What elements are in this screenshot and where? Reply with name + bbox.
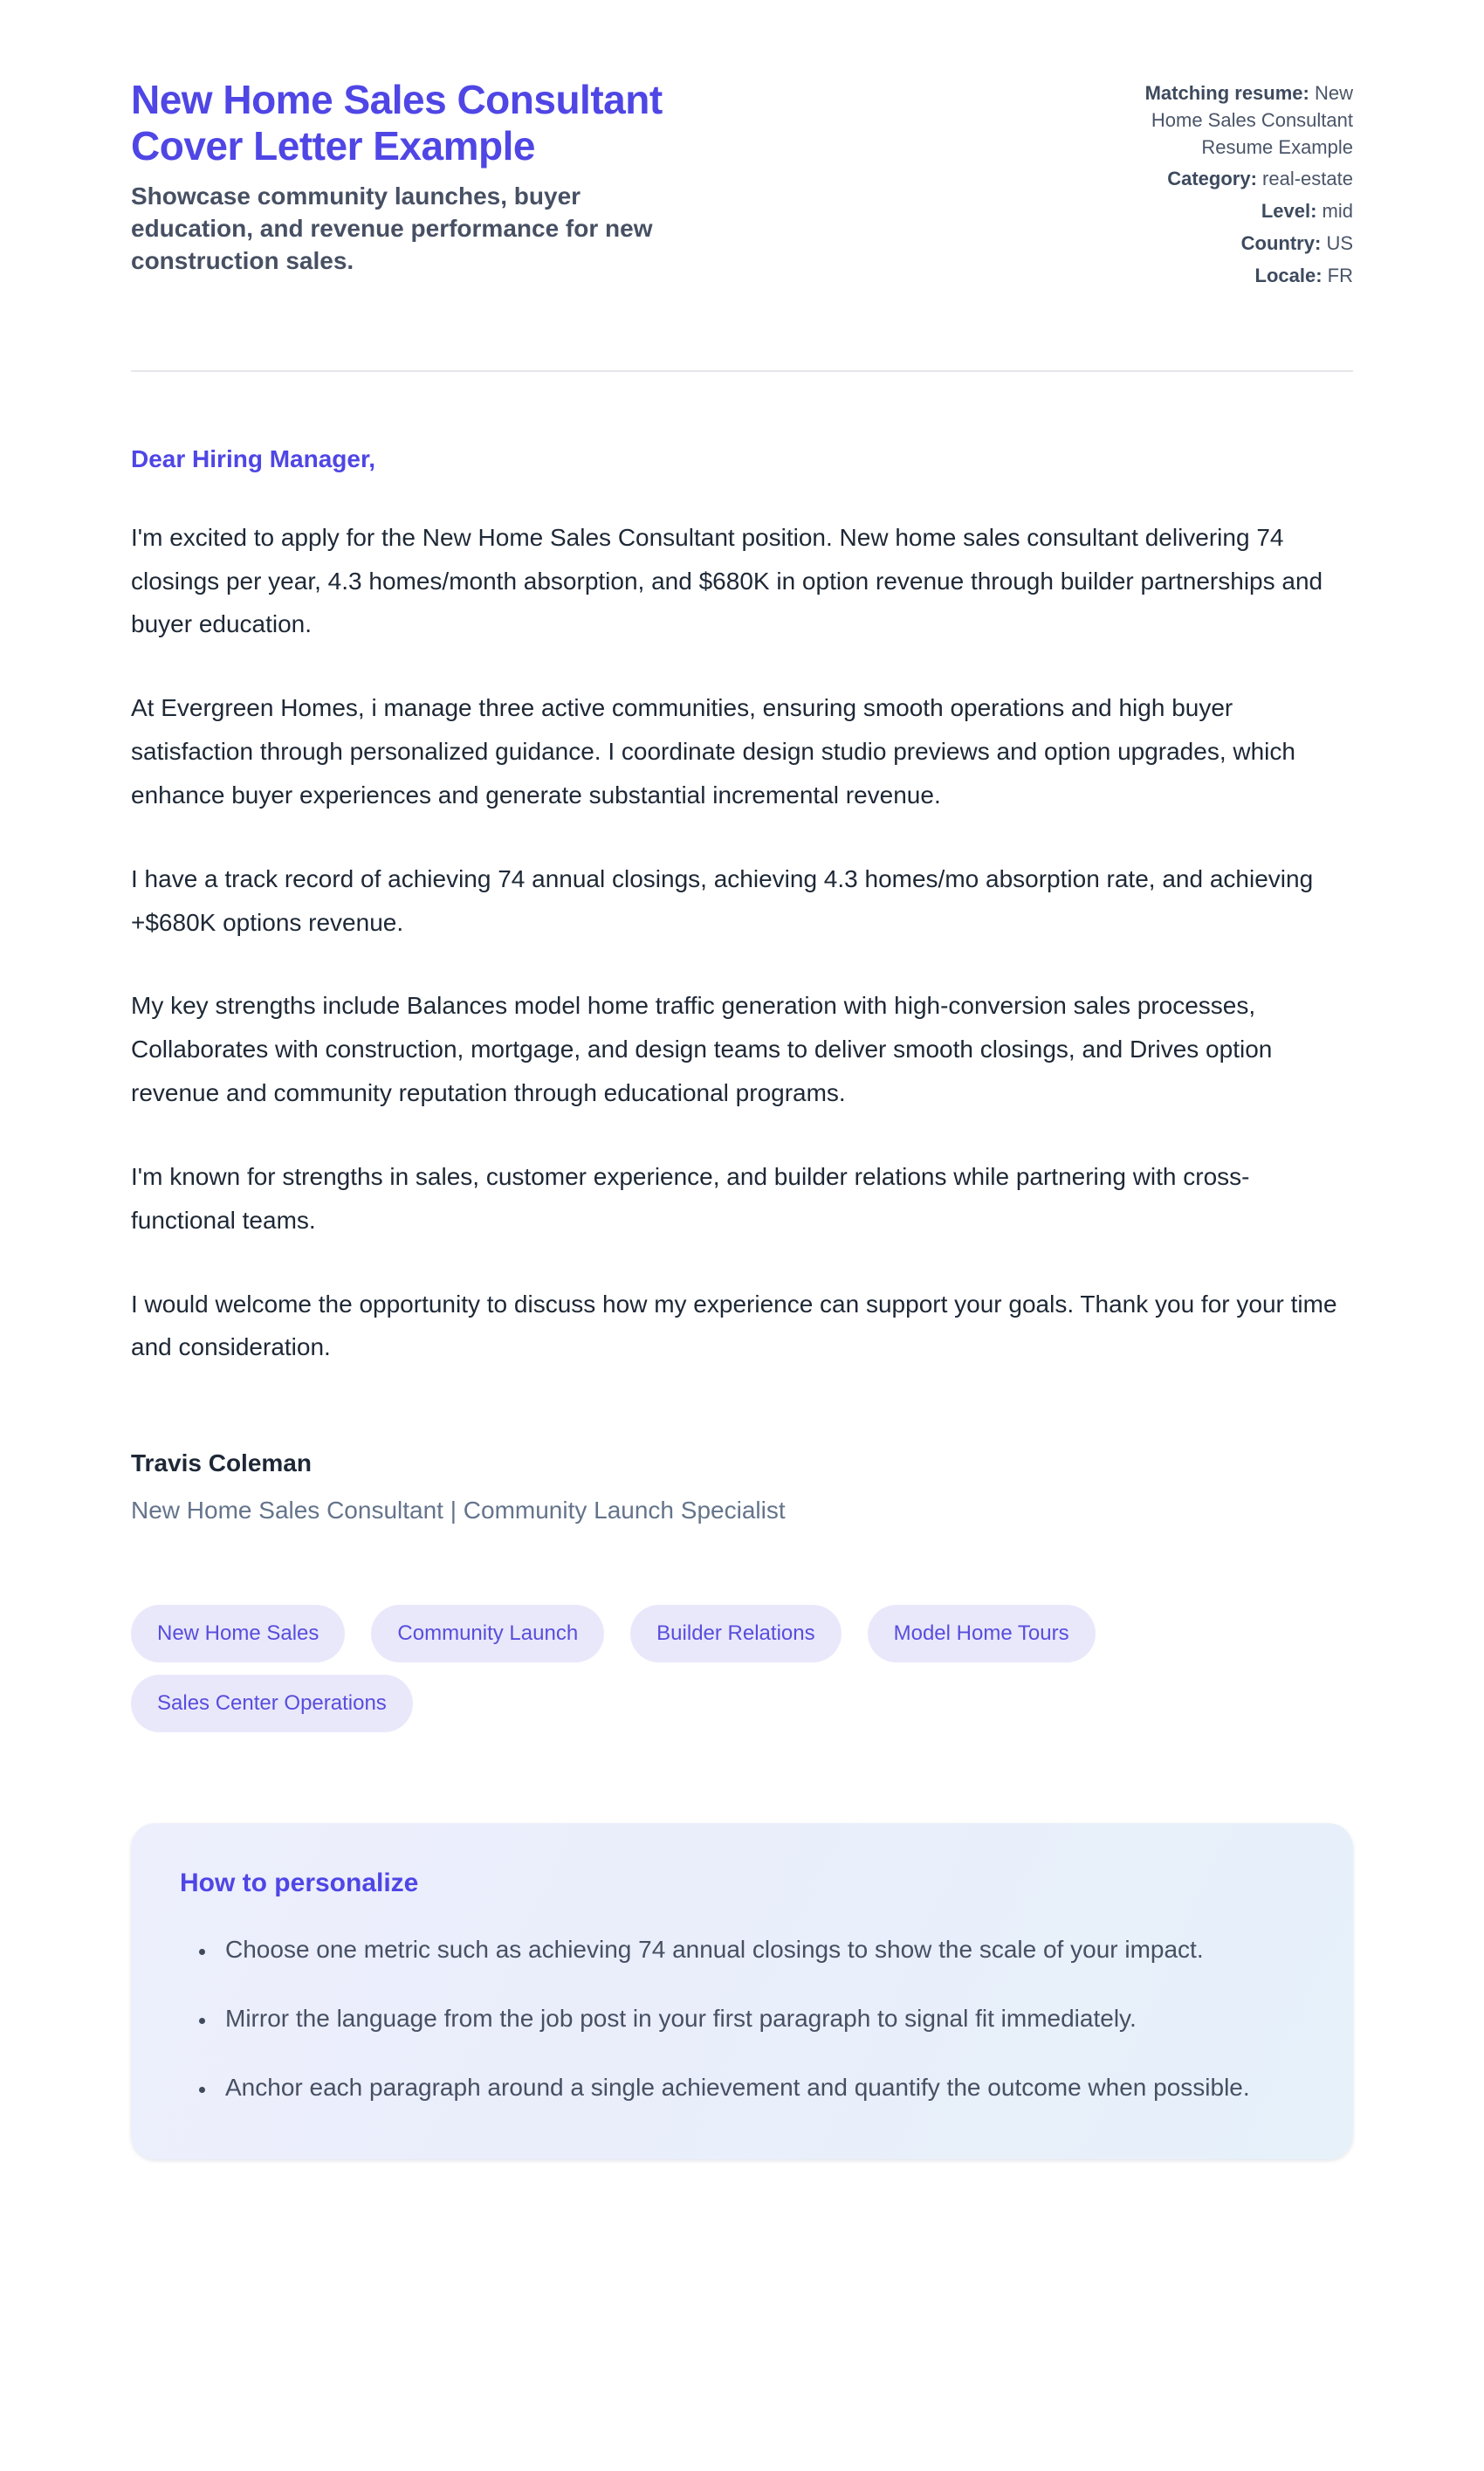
tip-item-mirror-language: • Mirror the language from the job post in your first paragraph to signal fit immediately.	[216, 1997, 1304, 2040]
personalize-tips-callout	[131, 1823, 1353, 2159]
header-title-block	[131, 77, 759, 278]
meta-value: mid	[1322, 200, 1353, 223]
meta-label: Category:	[1167, 168, 1257, 190]
skill-tag-model-home-tours: Model Home Tours	[868, 1605, 1096, 1662]
tips-title: How to personalize	[180, 1869, 419, 1898]
meta-level	[1122, 198, 1353, 225]
salutation: Dear Hiring Manager,	[131, 444, 376, 472]
letter-paragraph-intro: I'm excited to apply for the New Home Sales Consultant position. New home sales consultant delivering 74 closings per year, 4.3 homes/month absorption, and $680K in option revenue through builder partnerships and buyer education.	[131, 523, 1323, 638]
meta-label: Level:	[1261, 200, 1317, 223]
tip-item-anchor-paragraph: • Anchor each paragraph around a single achievement and quantify the outcome when possible.	[216, 2066, 1304, 2109]
page-subtitle: Showcase community launches, buyer education, and revenue performance for new construction sales.	[131, 182, 653, 274]
skill-tag-community-launch: Community Launch	[371, 1605, 604, 1662]
letter-paragraph-strengths: My key strengths include Balances model home traffic generation with high-conversion sales processes, Collaborates with construction, mortgage, and design teams to deliver smooth closings, and Drives option revenue and community reputation through educational programs.	[131, 992, 1273, 1107]
skill-tag-new-home-sales: New Home Sales	[131, 1605, 345, 1662]
page-title: New Home Sales Consultant Cover Letter Example	[131, 77, 663, 169]
resume-meta-panel	[1122, 77, 1353, 295]
letter-paragraph-track-record: I have a track record of achieving 74 annual closings, achieving 4.3 homes/mo absorption rate, and achieving +$680K options revenue.	[131, 864, 1314, 936]
letter-paragraph-experience: At Evergreen Homes, i manage three active communities, ensuring smooth operations and high buyer satisfaction through personalized guidance. I coordinate design studio previews and option upgrades, which enhance buyer experiences and generate substantial incremental revenue.	[131, 694, 1295, 809]
meta-matching-resume	[1122, 80, 1353, 161]
signature-name: Travis Coleman	[131, 1449, 312, 1477]
skill-tag-sales-center-operations: Sales Center Operations	[131, 1675, 413, 1732]
meta-value: real-estate	[1262, 168, 1353, 190]
page-header	[131, 77, 1353, 295]
tips-list	[180, 1928, 1304, 2109]
letter-paragraph-known-for: I'm known for strengths in sales, customer experience, and builder relations while partnering with cross-functional teams.	[131, 1162, 1250, 1234]
meta-value: FR	[1327, 264, 1353, 286]
cover-letter-page	[131, 0, 1353, 2159]
tip-item-metric: • Choose one metric such as achieving 74 annual closings to show the scale of your impact.	[216, 1928, 1304, 1971]
meta-value: New Home Sales Consultant Resume Example	[1151, 82, 1353, 158]
skill-tag-list	[131, 1605, 1135, 1732]
meta-label: Country:	[1240, 231, 1322, 254]
header-divider	[131, 370, 1353, 372]
meta-category	[1122, 166, 1353, 193]
meta-value: US	[1326, 231, 1353, 254]
skill-tag-builder-relations: Builder Relations	[630, 1605, 841, 1662]
meta-label: Matching resume:	[1144, 82, 1309, 104]
meta-locale	[1122, 263, 1353, 290]
letter-body	[131, 442, 1353, 1525]
meta-label: Locale:	[1254, 264, 1323, 286]
signature-title: New Home Sales Consultant | Community Launch Specialist	[131, 1497, 786, 1525]
letter-paragraph-closing: I would welcome the opportunity to discuss how my experience can support your goals. Thank you for your time and consideration.	[131, 1290, 1337, 1361]
meta-country	[1122, 231, 1353, 258]
